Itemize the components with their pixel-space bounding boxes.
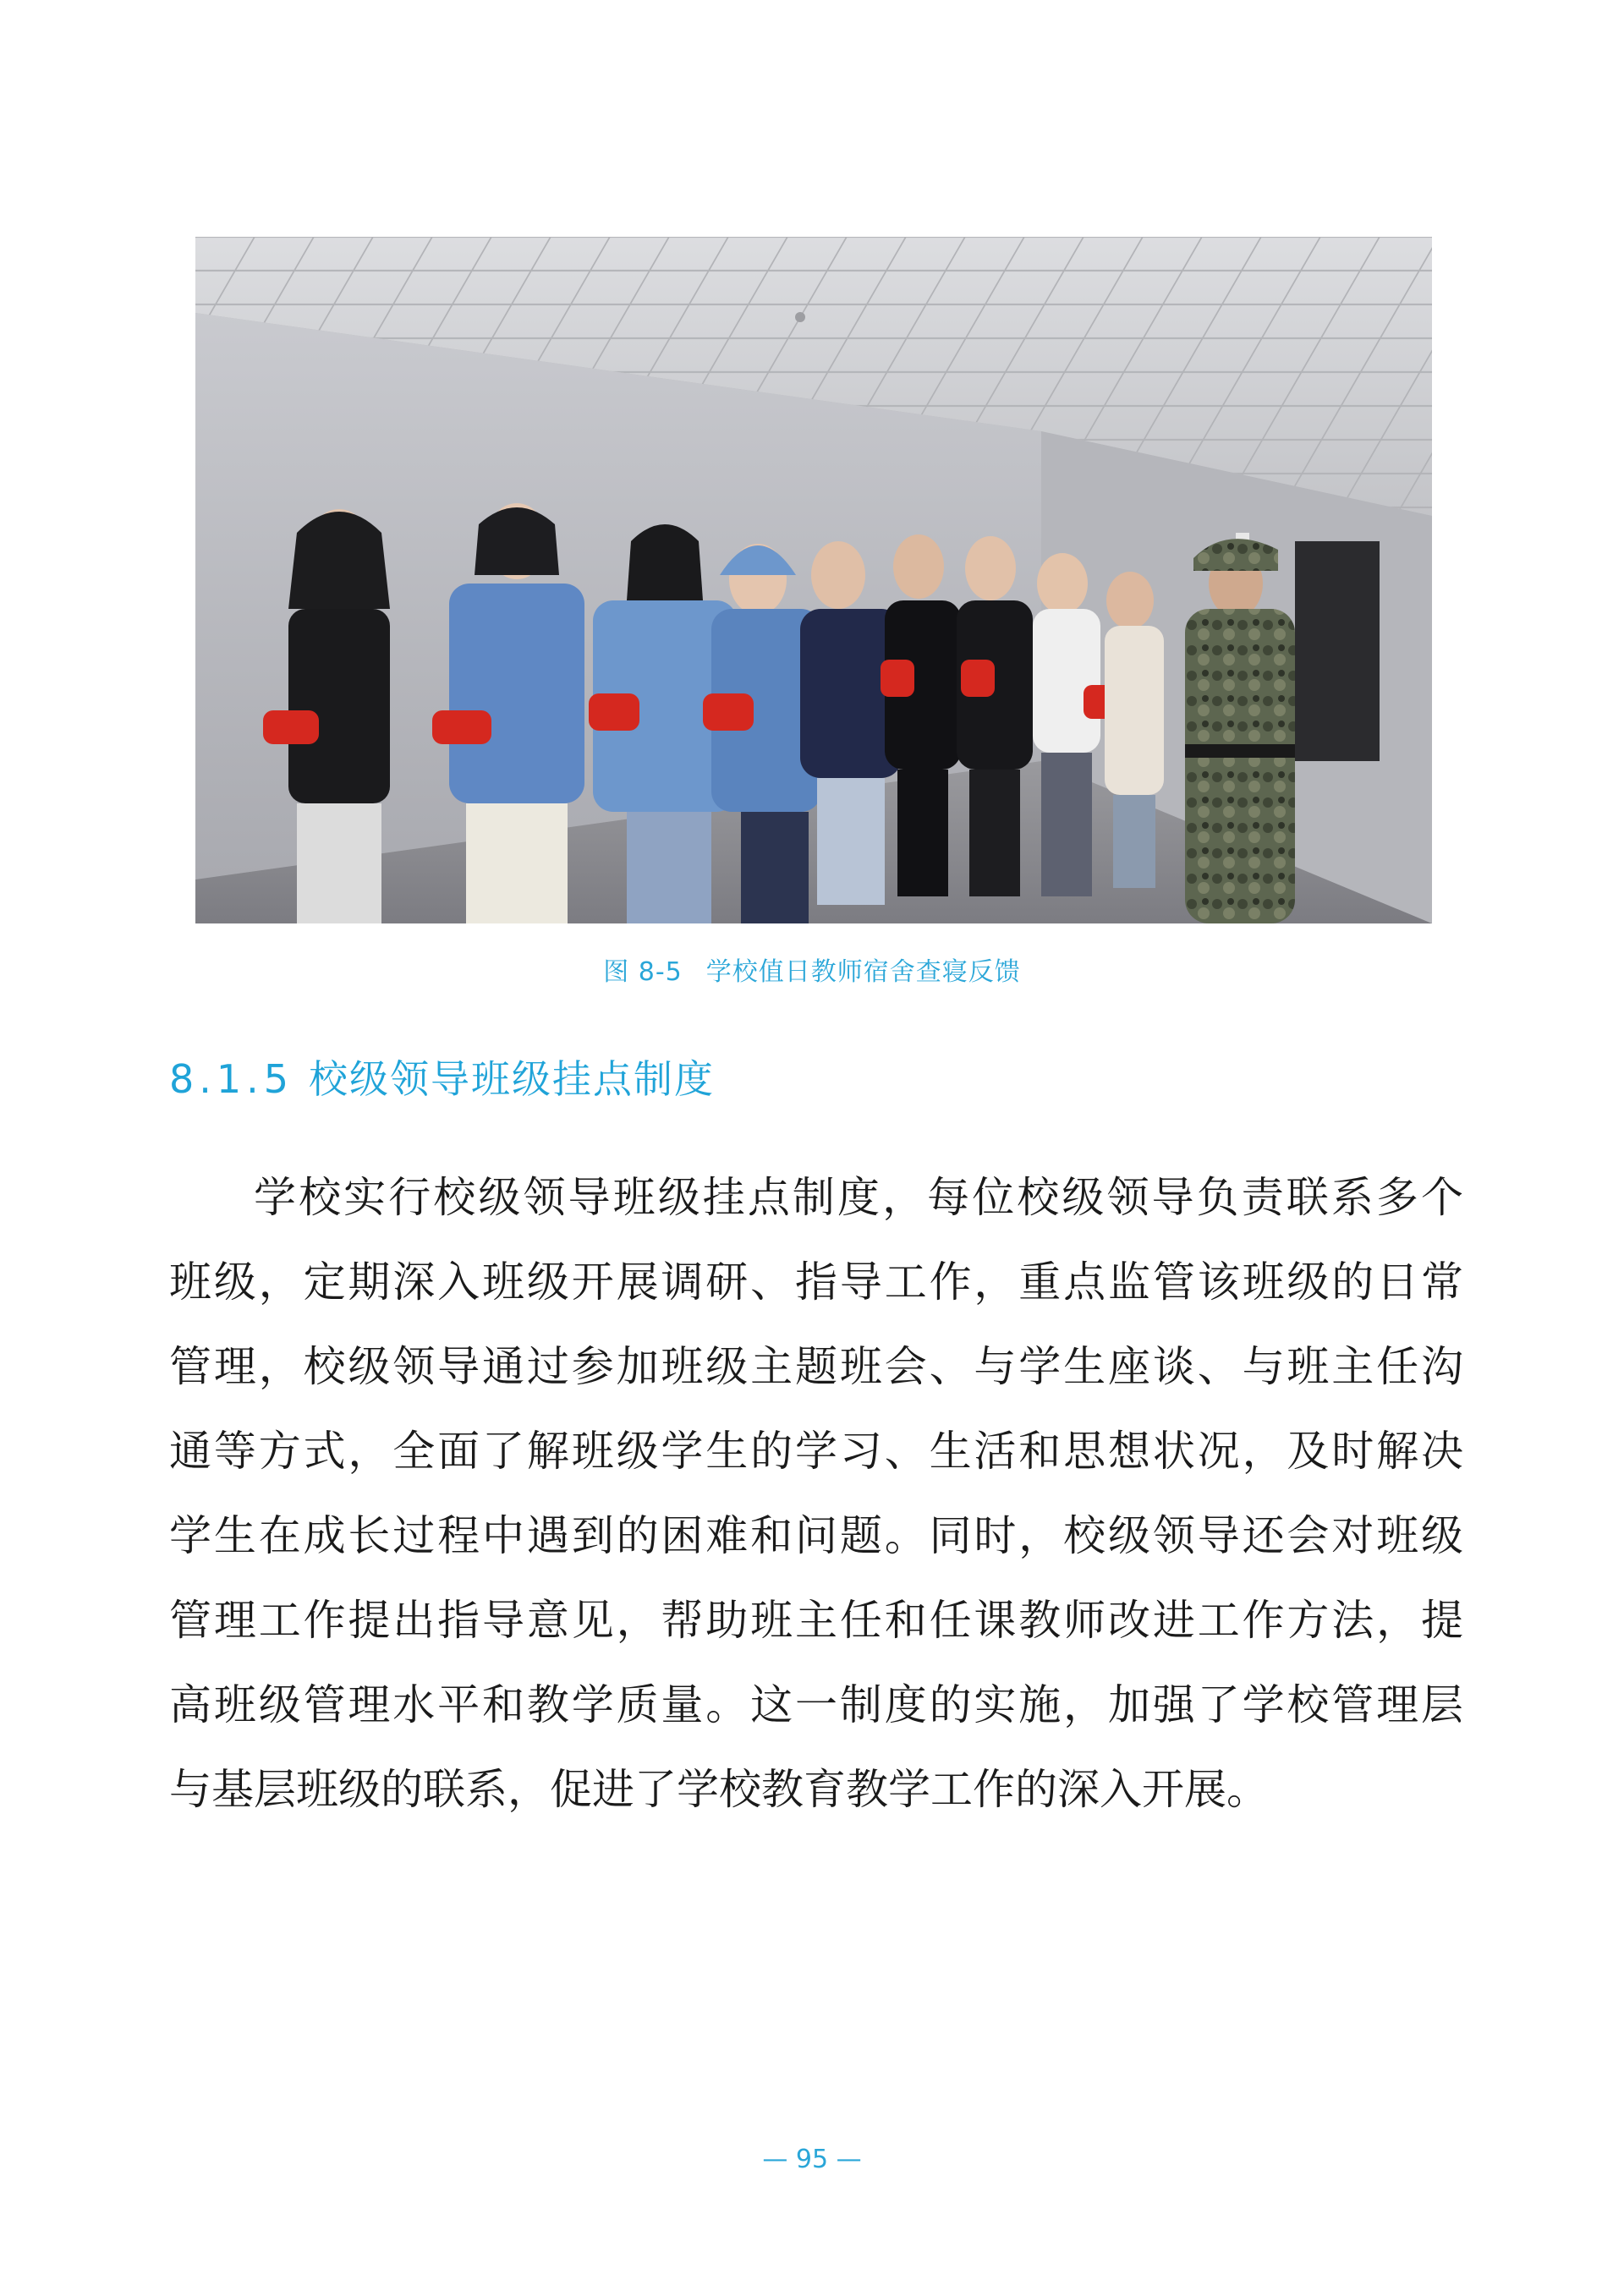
figure-caption xyxy=(0,951,1624,988)
paragraph-line: 通等方式，全面了解班级学生的学习、生活和思想状况，及时解决 xyxy=(169,1427,1463,1476)
paragraph-line: 班级，定期深入班级开展调研、指导工作，重点监管该班级的日常 xyxy=(169,1258,1463,1307)
figure-photo xyxy=(195,237,1432,923)
paragraph-line: 学生在成长过程中遇到的困难和问题。同时，校级领导还会对班级 xyxy=(169,1511,1463,1560)
figure-caption-label: 图 8-5 xyxy=(603,957,683,987)
paragraph-line: 学校实行校级领导班级挂点制度，每位校级领导负责联系多个 xyxy=(254,1173,1463,1222)
body-paragraph xyxy=(169,1155,1463,1832)
paragraph-line: 管理工作提出指导意见，帮助班主任和任课教师改进工作方法，提 xyxy=(169,1596,1463,1645)
section-number: 8.1.5 xyxy=(169,1056,294,1102)
paragraph-line: 与基层班级的联系，促进了学校教育教学工作的深入开展。 xyxy=(169,1765,1269,1814)
paragraph-line: 管理，校级领导通过参加班级主题班会、与学生座谈、与班主任沟 xyxy=(169,1342,1463,1391)
section-title: 校级领导班级挂点制度 xyxy=(309,1056,716,1102)
figure-caption-text: 学校值日教师宿舍查寝反馈 xyxy=(705,957,1021,987)
section-heading xyxy=(169,1049,715,1104)
paragraph-line: 高班级管理水平和教学质量。这一制度的实施，加强了学校管理层 xyxy=(169,1680,1463,1729)
photo-illustration xyxy=(195,237,1432,923)
page-number: — 95 — xyxy=(762,2145,862,2174)
